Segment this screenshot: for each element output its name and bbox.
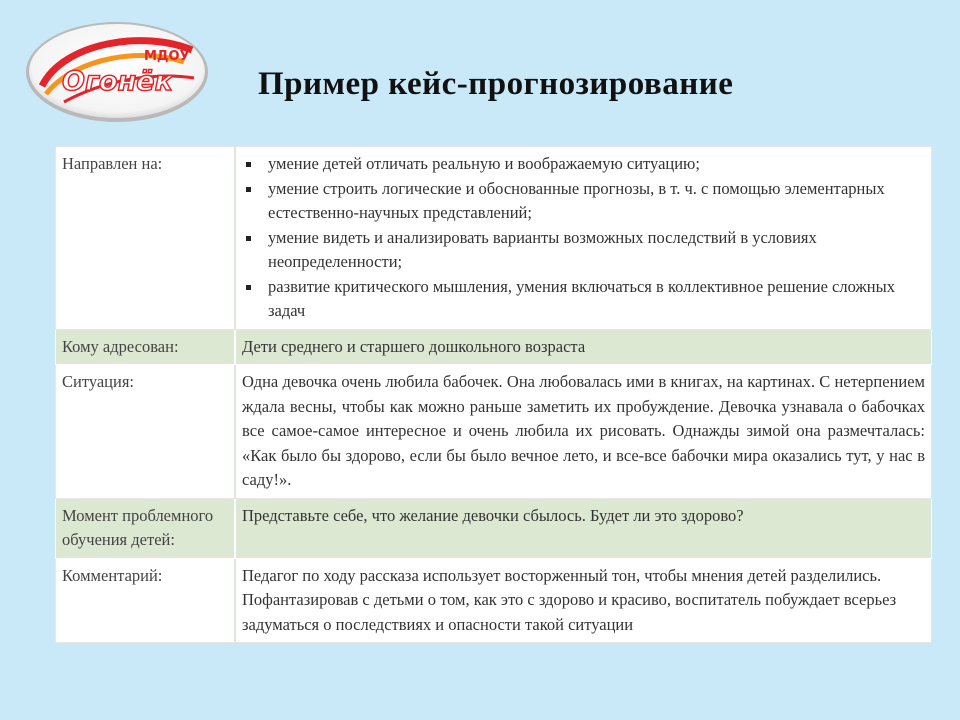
list-item: умение строить логические и обоснованные прогнозы, в т. ч. с помощью элементарных естественно-научных представлений; xyxy=(242,177,925,226)
table-row xyxy=(56,147,932,330)
case-table xyxy=(55,146,932,643)
row-value: Одна девочка очень любила бабочек. Она любовалась ими в книгах, на картинах. С нетерпением ждала весны, чтобы как можно раньше заметить их пробуждение. Девочка узнавала о бабочках все самое-самое интересное и очень любила их рисовать. Однажды зимой она размечталась: «Как было бы здорово, если бы было вечное лето, и все-все бабочки мира оказались тут, у нас в саду!». xyxy=(235,365,932,499)
row-label: Направлен на: xyxy=(56,147,236,330)
list-item: умение видеть и анализировать варианты возможных последствий в условиях неопределенности; xyxy=(242,226,925,275)
table-row xyxy=(56,558,932,643)
table-row xyxy=(56,498,932,558)
ogonek-logo xyxy=(24,20,210,124)
row-value: Дети среднего и старшего дошкольного возраста xyxy=(235,329,932,365)
row-value: Представьте себе, что желание девочки сбылось. Будет ли это здорово? xyxy=(235,498,932,558)
logo-text: Огонёк xyxy=(62,66,173,97)
logo-tag: МДОУ xyxy=(144,49,190,64)
table-row xyxy=(56,329,932,365)
table-row xyxy=(56,365,932,499)
row-label: Ситуация: xyxy=(56,365,236,499)
row-label: Комментарий: xyxy=(56,558,236,643)
list-item: умение детей отличать реальную и воображаемую ситуацию; xyxy=(242,152,925,177)
row-value: Педагог по ходу рассказа использует восторженный тон, чтобы мнения детей разделились. Пофантазировав с детьми о том, как это с здорово и красиво, воспитатель побуждает всерьез задуматься о последствиях и опасности такой ситуации xyxy=(235,558,932,643)
page-title: Пример кейс-прогнозирование xyxy=(258,66,734,102)
row-value xyxy=(235,147,932,330)
row-label: Момент проблемного обучения детей: xyxy=(56,498,236,558)
goals-list xyxy=(242,152,925,324)
list-item: развитие критического мышления, умения включаться в коллективное решение сложных задач xyxy=(242,275,925,324)
row-label: Кому адресован: xyxy=(56,329,236,365)
